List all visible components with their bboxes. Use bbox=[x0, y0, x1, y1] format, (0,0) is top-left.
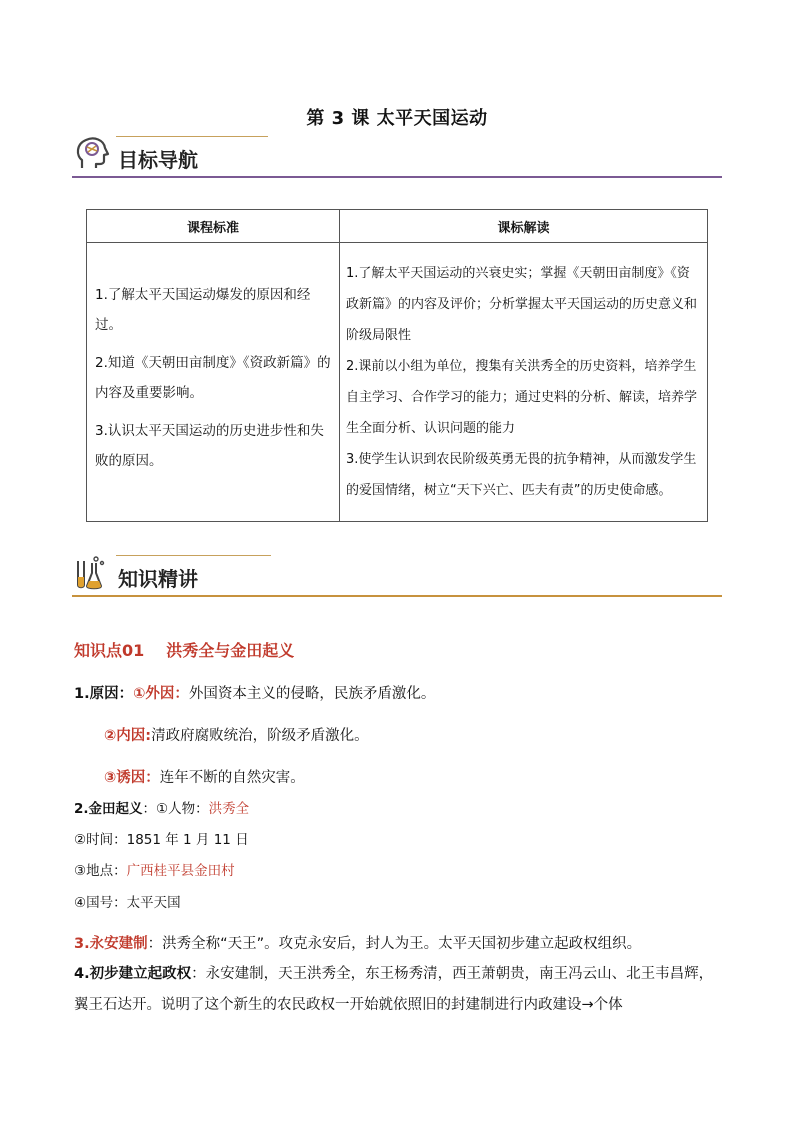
time-value: 1851 年 1 月 11 日 bbox=[126, 832, 249, 848]
internal-cause-label: ②内因: bbox=[104, 728, 152, 744]
name-value: 太平天国 bbox=[126, 895, 181, 911]
page-title: 第 3 课 太平天国运动 bbox=[306, 108, 488, 129]
interpretation-item: 1.了解太平天国运动的兴衰史实；掌握《天朝田亩制度》《资政新篇》的内容及评价；分析掌握太平天国运动的历史意义和阶级局限性 bbox=[346, 266, 698, 343]
lab-flask-icon bbox=[72, 553, 112, 593]
interpretation-item: 2.课前以小组为单位，搜集有关洪秀全的历史资料，培养学生自主学习、合作学习的能力；通过史料的分析、解读，培养学生全面分析、认识问题的能力 bbox=[346, 359, 698, 436]
table-header: 课程标准 bbox=[87, 210, 340, 243]
internal-cause-line bbox=[104, 725, 369, 747]
cause-line bbox=[74, 683, 435, 705]
section-underline bbox=[72, 176, 722, 178]
person-label: ：①人物： bbox=[142, 801, 209, 817]
standard-item: 1.了解太平天国运动爆发的原因和经过。 bbox=[95, 287, 311, 333]
brain-head-icon bbox=[72, 134, 112, 174]
external-cause-text: 外国资本主义的侵略，民族矛盾激化。 bbox=[188, 686, 436, 702]
trigger-cause-text: 连年不断的自然灾害。 bbox=[159, 770, 305, 786]
regime-head: 4.初步建立起政权 bbox=[74, 966, 192, 982]
uprising-person-line bbox=[74, 798, 249, 820]
time-label: ②时间： bbox=[74, 832, 127, 848]
standard-item: 2.知道《天朝田亩制度》《资政新篇》的内容及重要影响。 bbox=[95, 355, 331, 401]
trigger-cause-line bbox=[104, 767, 305, 789]
knowledge-point-heading bbox=[74, 638, 294, 661]
table-header-row bbox=[87, 210, 708, 243]
section-title: 知识精讲 bbox=[118, 567, 198, 591]
section-underline bbox=[72, 595, 722, 597]
name-label: ④国号： bbox=[74, 895, 127, 911]
table-cell-interpretation bbox=[340, 243, 708, 522]
place-value: 广西桂平县金田村 bbox=[126, 863, 235, 879]
regime-paragraph bbox=[74, 959, 724, 1021]
yongan-line bbox=[74, 933, 641, 955]
table-row bbox=[87, 243, 708, 522]
table-header: 课标解读 bbox=[340, 210, 708, 243]
uprising-place-line bbox=[74, 860, 235, 882]
header-accent-line bbox=[116, 555, 271, 556]
standard-item: 3.认识太平天国运动的历史进步性和失败的原因。 bbox=[95, 423, 324, 469]
yongan-text: ：洪秀全称“天王”。攻克永安后，封人为王。太平天国初步建立起政权组织。 bbox=[147, 936, 642, 952]
trigger-cause-label: ③诱因： bbox=[104, 770, 160, 786]
knowledge-point-title: 洪秀全与金田起义 bbox=[166, 641, 295, 660]
section-header-goals bbox=[72, 134, 722, 178]
table-cell-standards bbox=[87, 243, 340, 522]
uprising-head: 2.金田起义 bbox=[74, 801, 143, 817]
cause-head: 1.原因： bbox=[74, 686, 134, 702]
curriculum-table bbox=[86, 209, 708, 522]
interpretation-item: 3.使学生认识到农民阶级英勇无畏的抗争精神，从而激发学生的爱国情绪，树立“天下兴亡、匹夫有责”的历史使命感。 bbox=[346, 452, 697, 498]
internal-cause-text: 清政府腐败统治，阶级矛盾激化。 bbox=[151, 728, 369, 744]
external-cause-label: ①外因： bbox=[133, 686, 189, 702]
person-value: 洪秀全 bbox=[208, 801, 250, 817]
yongan-head: 3.永安建制 bbox=[74, 936, 148, 952]
place-label: ③地点： bbox=[74, 863, 127, 879]
section-header-knowledge bbox=[72, 553, 722, 597]
uprising-name-line bbox=[74, 892, 181, 914]
section-title: 目标导航 bbox=[118, 148, 198, 172]
knowledge-point-number: 知识点01 bbox=[74, 641, 145, 660]
header-accent-line bbox=[116, 136, 268, 137]
regime-text: ：永安建制，天王洪秀全，东王杨秀清，西王萧朝贵，南王冯云山、北王韦昌辉，翼王石达开。说明了这个新生的农民政权一开始就依照旧的封建制进行内政建设→个体 bbox=[74, 966, 714, 1013]
uprising-time-line bbox=[74, 829, 249, 851]
